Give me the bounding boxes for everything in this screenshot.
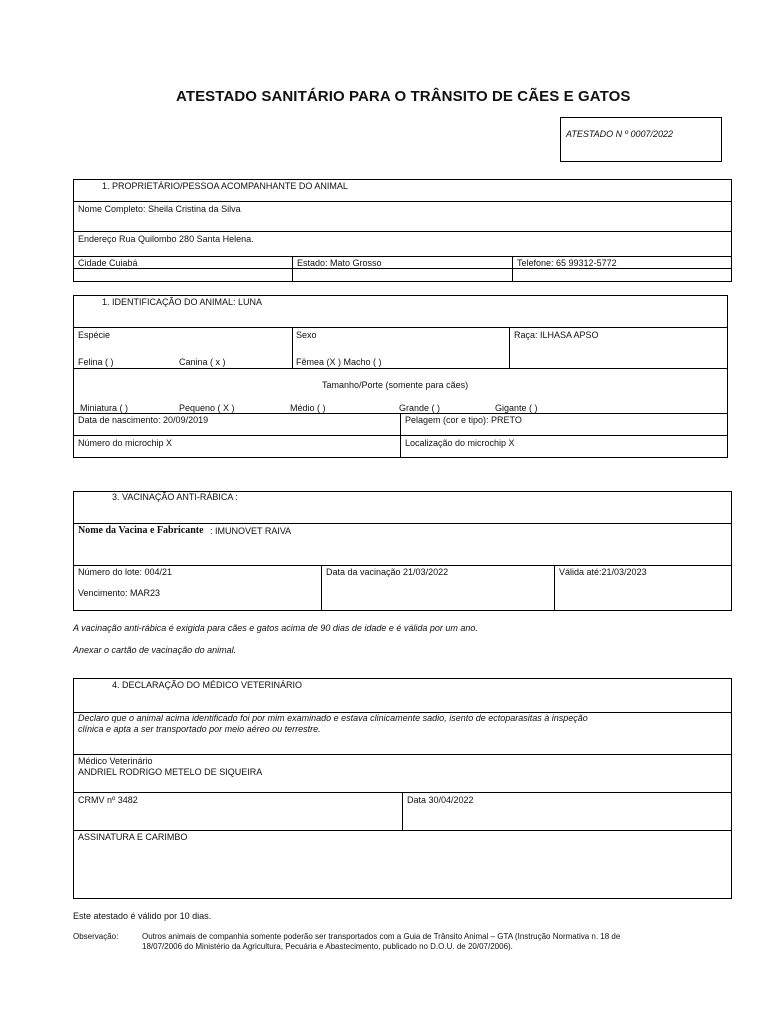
birth-date: Data de nascimento: 20/09/2019 (78, 415, 209, 425)
owner-section-title: 1. PROPRIETÁRIO/PESSOA ACOMPANHANTE DO ANIMAL (102, 181, 348, 191)
crmv: CRMV nº 3482 (78, 795, 138, 805)
animal-section-title: 1. IDENTIFICAÇÃO DO ANIMAL: LUNA (102, 297, 263, 307)
breed: Raça: ILHASA APSO (514, 330, 599, 340)
microchip-number: Número do microchip X (78, 438, 173, 448)
owner-name: Nome Completo: Sheila Cristina da Silva (78, 204, 241, 214)
vet-section-title: 4. DECLARAÇÃO DO MÉDICO VETERINÁRIO (112, 680, 303, 690)
size-grande: Grande ( ) (399, 403, 441, 413)
owner-state: Estado: Mato Grosso (297, 258, 382, 268)
size-miniatura: Miniatura ( ) (80, 403, 129, 413)
validity-note: Este atestado é válido por 10 dias. (73, 911, 212, 921)
size-pequeno: Pequeno ( X ) (179, 403, 235, 413)
sex-label: Sexo (296, 330, 317, 340)
attach-card-note: Anexar o cartão de vacinação do animal. (73, 645, 237, 655)
species-canina: Canina ( x ) (179, 357, 226, 367)
expiry: Vencimento: MAR23 (78, 588, 161, 598)
microchip-location: Localização do microchip X (405, 438, 515, 448)
owner-city: Cidade Cuiabá (78, 258, 138, 268)
coat: Pelagem (cor e tipo): PRETO (405, 415, 522, 425)
size-label: Tamanho/Porte (somente para cães) (322, 380, 469, 390)
owner-phone: Telefone: 65 99312-5772 (517, 258, 617, 268)
document-title: ATESTADO SANITÁRIO PARA O TRÂNSITO DE CÃES E GATOS (176, 88, 631, 105)
lot-number: Número do lote: 004/21 (78, 567, 173, 577)
species-label: Espécie (78, 330, 111, 340)
vaccination-date: Data da vacinação 21/03/2022 (326, 567, 449, 577)
owner-address: Endereço Rua Quilombo 280 Santa Helena. (78, 234, 254, 244)
observation-label: Observação: (73, 932, 119, 941)
sex-options: Fêmea (X ) Macho ( ) (296, 357, 382, 367)
vaccine-label: Nome da Vacina e Fabricante (78, 525, 204, 536)
vaccination-section (73, 491, 732, 611)
size-gigante: Gigante ( ) (495, 403, 538, 413)
observation-line-2: 18/07/2006 do Ministério da Agricultura, Pecuária e Abastecimento, publicado no D.O.U. de 20/07/2006). (142, 942, 513, 951)
vet-label: Médico Veterinário (78, 756, 153, 766)
declaration-line-1: Declaro que o animal acima identificado foi por mim examinado e estava clinicamente sadio, isento de ectoparasitas à inspeção (78, 713, 588, 723)
observation-line-1: Outros animais de companhia somente poderão ser transportados com a Guia de Trânsito Animal – GTA (Instrução Normativa n. 18 de (142, 932, 621, 941)
vaccine-value: : IMUNOVET RAIVA (210, 526, 292, 536)
valid-until: Válida até:21/03/2023 (559, 567, 647, 577)
atestado-number-box (560, 117, 722, 162)
vet-name: ANDRIEL RODRIGO METELO DE SIQUEIRA (78, 767, 263, 777)
atestado-number: ATESTADO N º 0007/2022 (566, 129, 674, 139)
vaccination-section-title: 3. VACINAÇÃO ANTI-RÁBICA : (112, 492, 238, 502)
vaccination-note: A vacinação anti-rábica é exigida para cães e gatos acima de 90 dias de idade e é válida por um ano. (73, 623, 478, 633)
size-medio: Médio ( ) (290, 403, 326, 413)
declaration-date: Data 30/04/2022 (407, 795, 474, 805)
declaration-line-2: clínica e apta a ser transportado por meio aéreo ou terrestre. (78, 724, 321, 734)
species-felina: Felina ( ) (78, 357, 114, 367)
signature-label: ASSINATURA E CARIMBO (78, 832, 188, 842)
